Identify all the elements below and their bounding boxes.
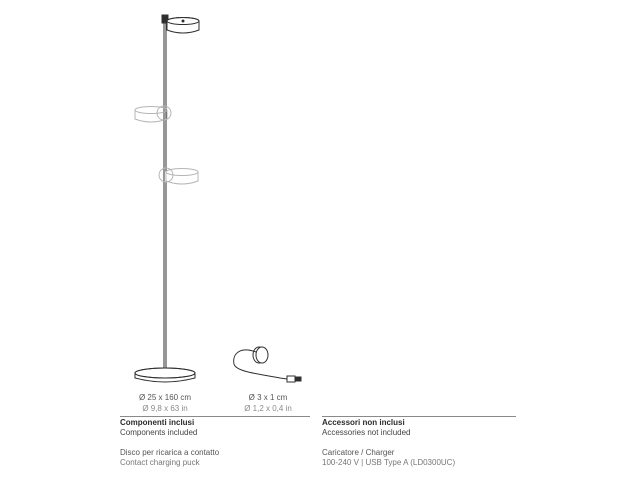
included-item-it: Disco per ricarica a contatto (120, 448, 220, 457)
components-included-section (120, 418, 320, 468)
included-title-en: Components included (120, 428, 198, 437)
puck-dimensions (228, 392, 308, 414)
puck-dimensions-metric: Ø 3 x 1 cm (248, 393, 288, 402)
included-title-it: Componenti inclusi (120, 418, 195, 427)
lamp-base (135, 368, 195, 382)
included-item-en: Contact charging puck (120, 458, 200, 467)
divider-right (322, 416, 516, 417)
not-included-title-en: Accessories not included (322, 428, 411, 437)
divider-left (120, 416, 310, 417)
charging-puck-drawing (234, 347, 301, 382)
lamp-dimensions-metric: Ø 25 x 160 cm (138, 393, 192, 402)
lamp-dimensions (120, 392, 210, 414)
not-included-title-it: Accessori non inclusi (322, 418, 405, 427)
accessories-not-included-section (322, 418, 522, 468)
puck-dimensions-imperial: Ø 1,2 x 0,4 in (244, 404, 292, 413)
not-included-item-en: 100-240 V | USB Type A (LD0300UC) (322, 458, 456, 467)
floor-lamp-drawing (162, 15, 199, 370)
lamp-dimensions-imperial: Ø 9,8 x 63 in (142, 404, 188, 413)
not-included-item-it: Caricatore / Charger (322, 448, 395, 457)
